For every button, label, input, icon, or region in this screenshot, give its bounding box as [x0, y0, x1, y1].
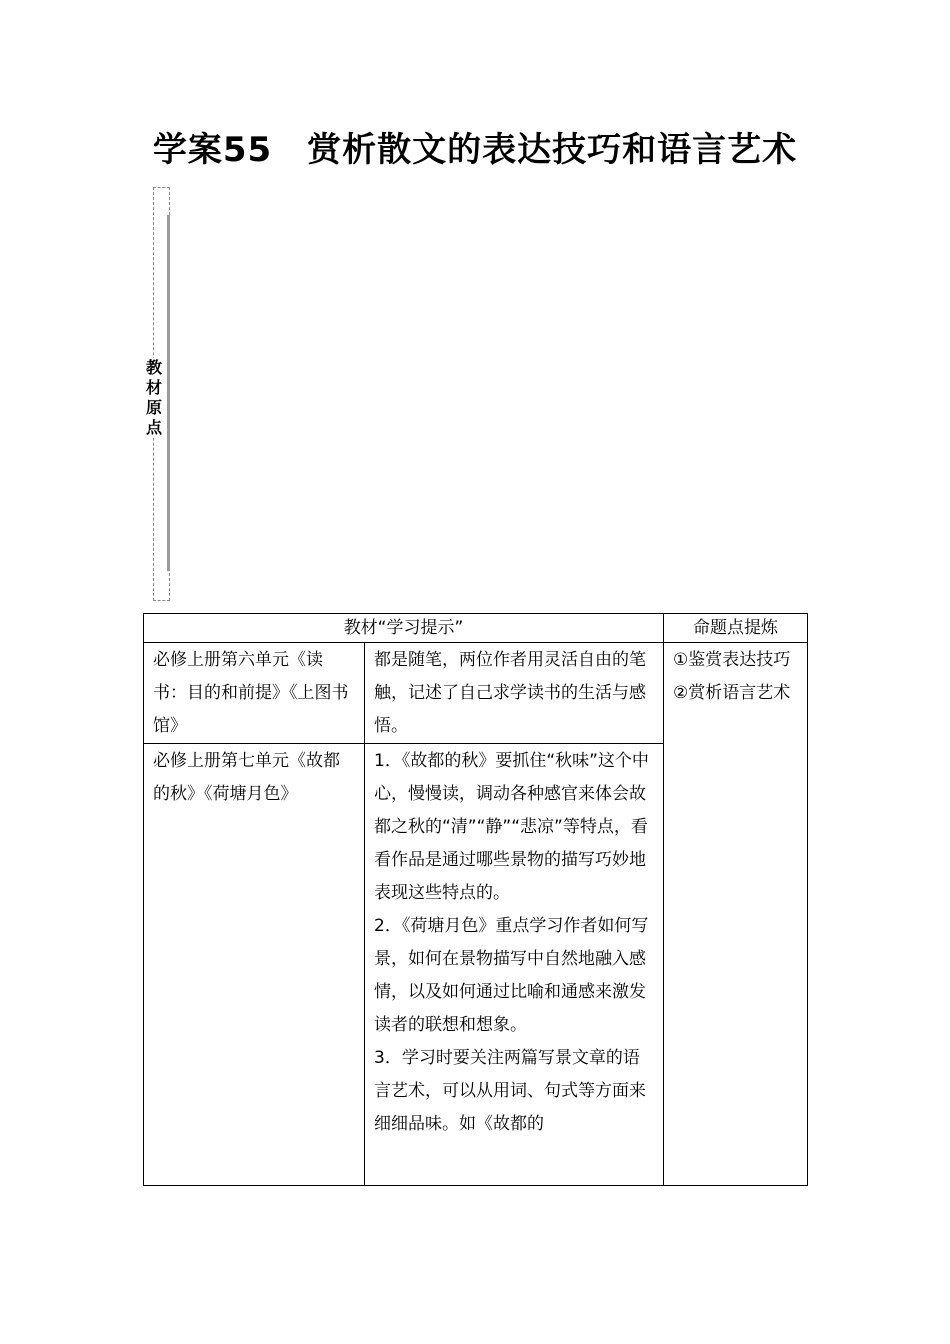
row-source: 必修上册第七单元《故都的秋》《荷塘月色》 [144, 744, 365, 1186]
row-tip [365, 643, 664, 744]
side-tab-label: 教材原点 [143, 358, 165, 438]
row-tip [365, 744, 664, 1186]
tip-paragraph: 2．《荷塘月色》重点学习作者如何写景，如何在景物描写中自然地融入感情，以及如何通过比喻和通感来激发读者的联想和想象。 [374, 916, 649, 1035]
test-point: ②赏析语言艺术 [673, 683, 791, 703]
row-source: 必修上册第六单元《读书：目的和前提》《上图书馆》 [144, 643, 365, 744]
header-learning-tips: 教材“学习提示” [144, 614, 664, 643]
table-header-row [144, 614, 808, 643]
table-row [144, 643, 808, 744]
test-points-cell [664, 643, 808, 1186]
study-table [143, 613, 808, 1186]
side-tab-divider [167, 215, 170, 571]
test-point: ①鉴赏表达技巧 [673, 650, 791, 670]
page-title: 学案55 赏析散文的表达技巧和语言艺术 [152, 130, 798, 170]
tip-paragraph: 都是随笔，两位作者用灵活自由的笔触，记述了自己求学读书的生活与感悟。 [374, 650, 646, 736]
tip-paragraph: 1．《故都的秋》要抓住“秋味”这个中心，慢慢读，调动各种感官来体会故都之秋的“清”“静”“悲凉”等特点，看看作品是通过哪些景物的描写巧妙地表现这些特点的。 [374, 751, 649, 903]
header-test-points: 命题点提炼 [664, 614, 808, 643]
tip-paragraph: 3．学习时要关注两篇写景文章的语言艺术，可以从用词、句式等方面来细细品味。如《故都的 [374, 1048, 646, 1134]
